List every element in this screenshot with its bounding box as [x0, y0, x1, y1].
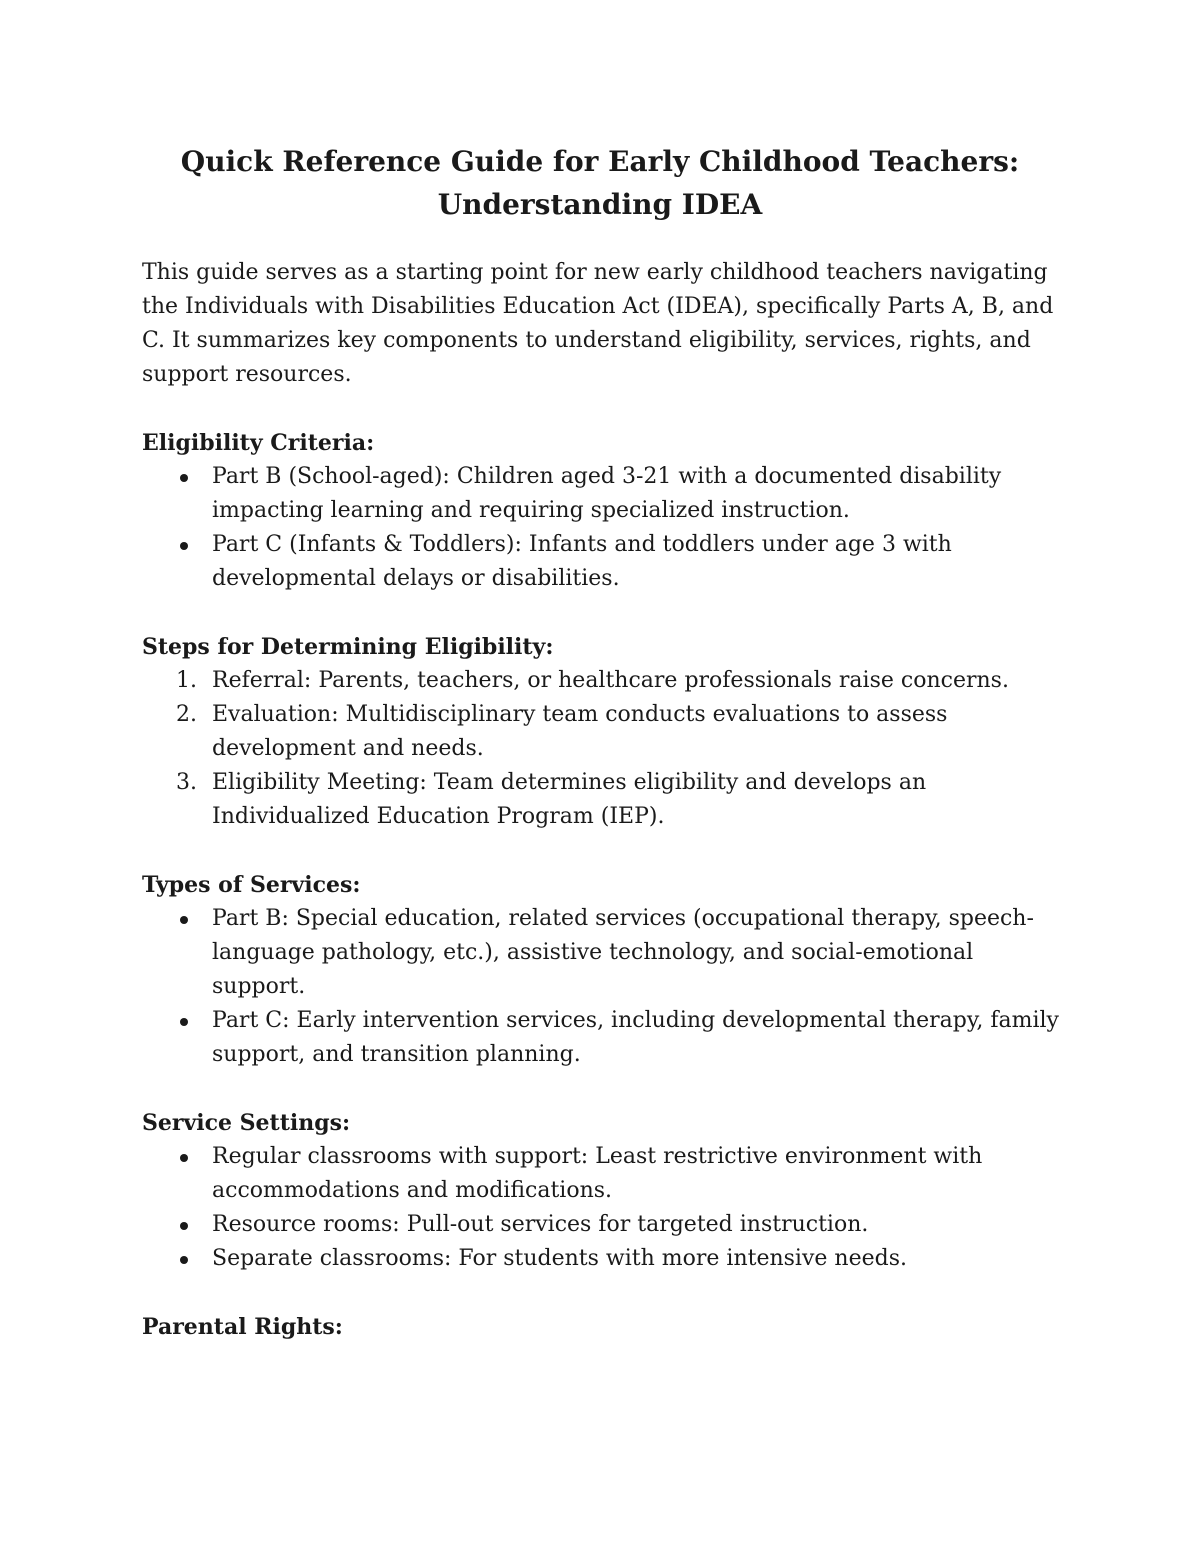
list-item	[142, 460, 1062, 528]
document-body	[142, 256, 1062, 1378]
list-item-text: Referral: Parents, teachers, or healthcare professionals raise concerns.	[212, 668, 1009, 693]
steps-section	[142, 630, 1062, 834]
settings-heading: Service Settings:	[142, 1110, 351, 1136]
settings-list	[142, 1140, 1062, 1276]
list-item	[142, 1242, 1062, 1276]
title-line-1: Quick Reference Guide for Early Childhood Teachers:	[180, 145, 1020, 178]
list-item	[142, 1208, 1062, 1242]
bullet-icon	[180, 1154, 188, 1162]
eligibility-list	[142, 460, 1062, 596]
services-heading: Types of Services:	[142, 872, 361, 898]
intro-paragraph: This guide serves as a starting point for new early childhood teachers navigating the Individuals with Disabilities Education Act (IDEA), specifically Parts A, B, and C. It summarizes key components to understand eligibility, services, rights, and support resources.	[142, 260, 1054, 387]
settings-section	[142, 1106, 1062, 1276]
bullet-icon	[180, 1018, 188, 1026]
list-item-text: Part B (School-aged): Children aged 3-21 with a documented disability impacting learning and requiring specialized instruction.	[212, 464, 1002, 523]
eligibility-heading: Eligibility Criteria:	[142, 430, 375, 456]
list-item	[142, 1004, 1062, 1072]
page-title	[0, 140, 1200, 226]
eligibility-section	[142, 426, 1062, 596]
services-list	[142, 902, 1062, 1072]
steps-heading: Steps for Determining Eligibility:	[142, 634, 554, 660]
list-item	[142, 902, 1062, 1004]
list-item	[142, 528, 1062, 596]
list-item	[142, 698, 1062, 766]
list-item-text: Separate classrooms: For students with more intensive needs.	[212, 1246, 907, 1271]
list-item-text: Eligibility Meeting: Team determines eligibility and develops an Individualized Education Program (IEP).	[212, 770, 927, 829]
title-line-2: Understanding IDEA	[437, 188, 763, 221]
list-item	[142, 664, 1062, 698]
bullet-icon	[180, 1256, 188, 1264]
bullet-icon	[180, 474, 188, 482]
parental-rights-section	[142, 1310, 1062, 1344]
bullet-icon	[180, 1222, 188, 1230]
list-item	[142, 1140, 1062, 1208]
list-number: 2.	[176, 702, 197, 727]
list-item-text: Evaluation: Multidisciplinary team conducts evaluations to assess development and needs.	[212, 702, 948, 761]
list-item	[142, 766, 1062, 834]
list-item-text: Regular classrooms with support: Least restrictive environment with accommodations and modifications.	[212, 1144, 983, 1203]
bullet-icon	[180, 916, 188, 924]
list-item-text: Part C: Early intervention services, including developmental therapy, family support, and transition planning.	[212, 1008, 1059, 1067]
bullet-icon	[180, 542, 188, 550]
list-number: 3.	[176, 770, 197, 795]
parental-rights-heading: Parental Rights:	[142, 1314, 343, 1340]
list-item-text: Resource rooms: Pull-out services for targeted instruction.	[212, 1212, 869, 1237]
list-item-text: Part B: Special education, related services (occupational therapy, speech-language pathology, etc.), assistive technology, and social-emotional support.	[212, 906, 1034, 999]
list-item-text: Part C (Infants & Toddlers): Infants and toddlers under age 3 with developmental delays or disabilities.	[212, 532, 952, 591]
list-number: 1.	[176, 668, 197, 693]
services-section	[142, 868, 1062, 1072]
steps-list	[142, 664, 1062, 834]
